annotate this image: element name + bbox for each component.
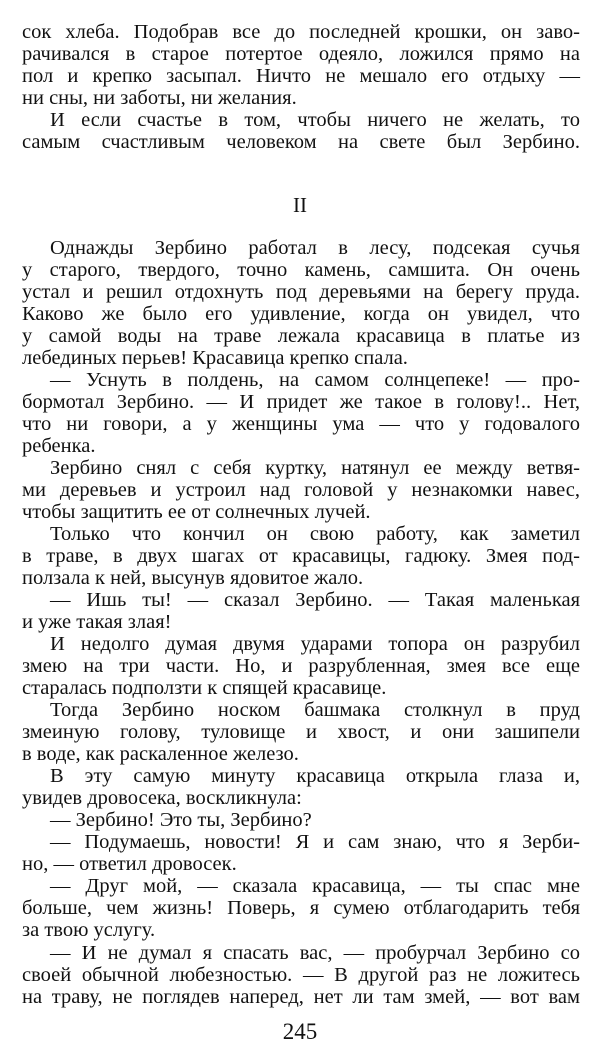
text-line: Однажды Зербино работал в лесу, подсекая сучья	[50, 237, 580, 259]
text-line: самым счастливым человеком на свете был Зербино.	[22, 131, 580, 153]
text-line: но, — ответил дровосек.	[22, 853, 237, 876]
text-line: — Уснуть в полдень, на самом солнцепеке! — про-	[50, 369, 580, 392]
text-line: своей обычной любезностью. — В другой раз не ложитесь	[22, 963, 580, 986]
text-line: змеиную голову, туловище и хвост, и они зашипели	[22, 721, 580, 744]
text-line: лебединых перьев! Красавица крепко спала.	[22, 347, 408, 370]
text-block-section-ii	[22, 237, 580, 1008]
section-heading: II	[293, 193, 307, 217]
text-line: что ни говори, а у женщины ума — что у годовалого	[22, 413, 580, 436]
text-line: — Зербино! Это ты, Зербино?	[50, 809, 312, 832]
text-line: И недолго думая двумя ударами топора он разрубил	[50, 633, 580, 656]
text-line: Тогда Зербино носком башмака столкнул в пруд	[50, 699, 580, 722]
text-line: и уже такая злая!	[22, 611, 172, 634]
text-line: рачивался в старое потертое одеяло, ложился прямо на	[22, 43, 580, 65]
text-line: устал и решил отдохнуть под деревьями на берегу пруда.	[22, 281, 580, 304]
text-line: — И не думал я спасать вас, — пробурчал Зербино со	[50, 941, 580, 964]
text-line: в траве, в двух шагах от красавицы, гадюку. Змея под-	[22, 545, 580, 568]
text-line: Только что кончил он свою работу, как заметил	[50, 523, 580, 546]
text-line: ребенка.	[22, 435, 96, 458]
text-line: у старого, твердого, точно камень, самшита. Он очень	[22, 259, 580, 282]
text-line: сок хлеба. Подобрав все до последней крошки, он заво-	[22, 21, 580, 43]
text-line: змею на три части. Но, и разрубленная, змея все еще	[22, 655, 580, 678]
text-line: — Друг мой, — сказала красавица, — ты спас мне	[50, 875, 580, 898]
text-line: — Ишь ты! — сказал Зербино. — Такая маленькая	[50, 589, 580, 612]
text-line: чтобы защитить ее от солнечных лучей.	[22, 501, 371, 524]
page-number: 245	[282, 1019, 318, 1044]
text-line: — Подумаешь, новости! Я и сам знаю, что я Зерби-	[50, 831, 580, 854]
text-line: ни сны, ни заботы, ни желания.	[22, 87, 297, 109]
text-line: на траву, не поглядев наперед, нет ли там змей, — вот вам	[22, 985, 580, 1008]
text-line: В эту самую минуту красавица открыла глаза и,	[50, 765, 580, 788]
text-line: Зербино снял с себя куртку, натянул ее между ветвя-	[50, 457, 580, 480]
text-line: бормотал Зербино. — И придет же такое в голову!.. Нет,	[22, 391, 580, 414]
text-block-previous-section	[22, 21, 580, 153]
text-line: старалась подползти к спящей красавице.	[22, 677, 387, 700]
text-line: пол и крепко засыпал. Ничто не мешало его отдыху —	[22, 65, 580, 87]
text-line: увидев дровосека, воскликнула:	[22, 787, 302, 810]
text-line: больше, чем жизнь! Поверь, я сумею отблагодарить тебя	[22, 897, 580, 920]
text-line: у самой воды на траве лежала красавица в платье из	[22, 325, 580, 348]
text-line: за твою услугу.	[22, 919, 156, 942]
text-line: ползала к ней, высунув ядовитое жало.	[22, 567, 364, 590]
text-line: в воде, как раскаленное железо.	[22, 743, 299, 766]
text-line: ми деревьев и устроил над головой у незнакомки навес,	[22, 479, 580, 502]
text-line: И если счастье в том, чтобы ничего не желать, то	[50, 109, 580, 131]
text-line: Каково же было его удивление, когда он увидел, что	[22, 303, 580, 326]
